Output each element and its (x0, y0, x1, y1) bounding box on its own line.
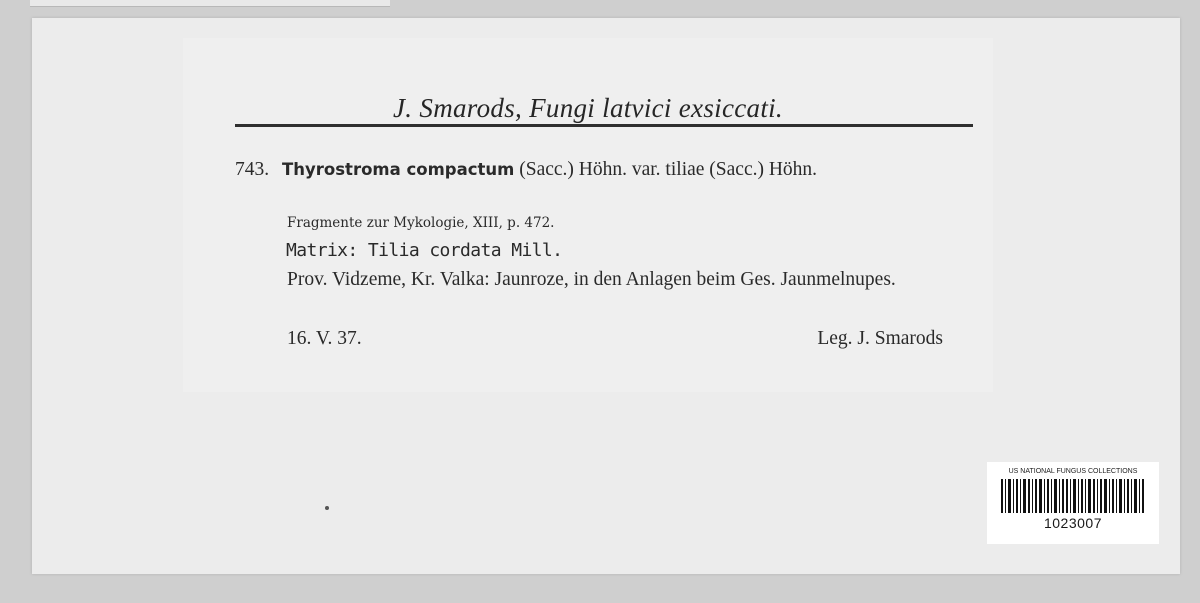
literature-reference: Fragmente zur Mykologie, XIII, p. 472. (287, 215, 555, 231)
collector: Leg. J. Smarods (817, 328, 943, 349)
top-paper-strip (30, 0, 390, 7)
date-collector-line (287, 328, 973, 350)
species-entry (235, 157, 973, 182)
barcode-number: 1023007 (1043, 515, 1102, 531)
specimen-label (183, 38, 993, 392)
barcode-bars (1001, 479, 1145, 513)
label-title: J. Smarods, Fungi latvici exsiccati. (393, 93, 783, 123)
barcode-label (987, 462, 1159, 544)
matrix-line: Matrix: Tilia cordata Mill. (286, 240, 563, 261)
locality-line: Prov. Vidzeme, Kr. Valka: Jaunroze, in den Anlagen beim Ges. Jaunmelnupes. (287, 269, 896, 290)
species-name: Thyrostroma compactum (282, 160, 515, 179)
species-authority: (Sacc.) Höhn. var. tiliae (Sacc.) Höhn. (519, 159, 818, 180)
title-rule (235, 124, 973, 127)
barcode-caption: US NATIONAL FUNGUS COLLECTIONS (1008, 468, 1138, 475)
exsiccata-number: 743. (235, 159, 270, 180)
collection-date: 16. V. 37. (287, 328, 362, 349)
paper-speck (325, 506, 329, 510)
